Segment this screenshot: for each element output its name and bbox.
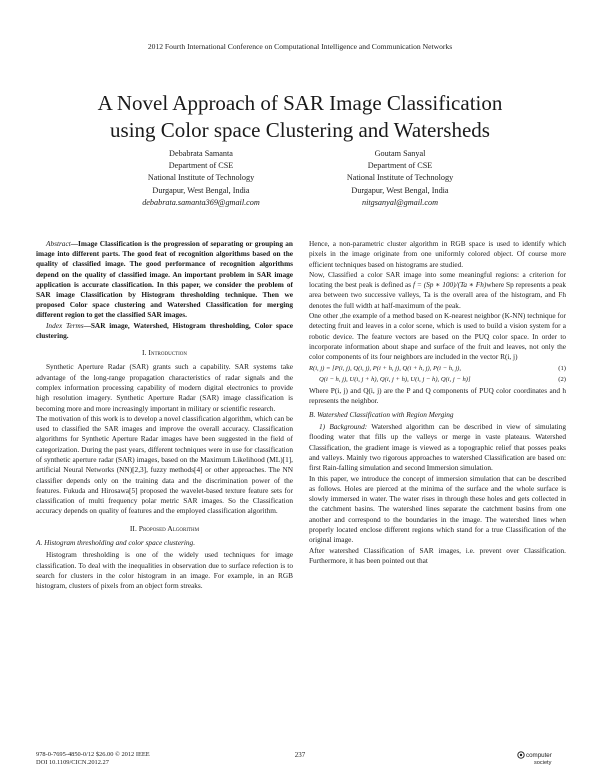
paragraph-text: Now, Classified a color SAR image into some meaningful regions: a criterion for locating the best peak is defined as (309, 269, 566, 290)
paragraph: Synthetic Aperture Radar (SAR) grants such a capability. SAR systems take advantage of the long-range propagation characteristics of radar signals and the complex information processing capability of modern digital electronics to provide high resolution imagery. Synthetic Aperture Radar (SAR) image classification is becoming more and more increasingly important in military or scientific research. (36, 362, 293, 413)
paragraph: Hence, a non-parametric cluster algorithm in RGB space is used to identify which pixels in the image originate from one uniformly colored object. Of course more efficient techniques based on histograms are studied. (309, 239, 566, 269)
author-dept: Department of CSE (168, 161, 234, 171)
author-name: Goutam Sanyal (374, 149, 426, 158)
author-dept: Department of CSE (367, 161, 433, 171)
paragraph (309, 270, 566, 311)
author-block-2 (290, 148, 510, 209)
author-institution: National Institute of Technology (346, 173, 454, 183)
author-name: Debabrata Samanta (169, 149, 233, 158)
equation-number: (2) (558, 375, 566, 383)
equation-2 (309, 375, 566, 385)
section-heading: II. Proposed Algorithm (129, 523, 200, 533)
conference-header: 2012 Fourth International Conference on Computational Intelligence and Communication Networks (147, 42, 453, 51)
index-terms-text: —SAR image, Watershed, Histogram thresholding, Color space clustering. (36, 320, 294, 340)
subsection-heading: B. Watershed Classification with Region Merging (309, 409, 454, 419)
logo-text-line-1: computer (526, 752, 552, 759)
author-email: nitgsanyal@gmail.com (362, 197, 438, 207)
page-number: 237 (294, 751, 306, 759)
equation-body: R(i, j) = [P(i, j), Q(i, j), P(i + h, j), Q(i + h, j), P(i − h, j), (309, 364, 462, 372)
author-email: debabrata.samanta369@gmail.com (142, 197, 260, 207)
paragraph: In this paper, we introduce the concept of immersion simulation that can be described as follows. Holes are pierced at the minima of the surface and the whole surface is slowly immersed in water. The water rises in through these holes and gets collected in the catchment basins. The watershed lines separate the catchment basins from one another and correspond to the boundaries in the image. The watershed lines when properly located enclose different regions which stand for a true Classification of the original image. (309, 473, 566, 545)
paragraph (309, 422, 566, 473)
abstract-label: Abstract (46, 239, 71, 248)
title-line-2: using Color space Clustering and Watersheds (110, 118, 490, 142)
right-column (309, 239, 566, 566)
paper-title (40, 90, 560, 144)
index-terms-label: Index Terms (46, 320, 84, 330)
abstract-text: —Image Classification is the progression of separating or grouping an image into different parts. The good feat of recognition algorithms based on the quality of classified image. The good performance of recognition algorithms depend on the quality of classified image. An important problem in SAR image application is accurate classification. In this paper, we consider the problem of SAR image Classification by Histogram thresholding technique. Then we proposed Color space clustering and Watershed Classification for merging different region to get the classified SAR images. (36, 239, 293, 320)
equation-number: (1) (558, 364, 566, 372)
computer-society-logo-icon (516, 749, 556, 767)
footer-isbn: 978-0-7695-4850-0/12 $26.00 © 2012 IEEE (36, 751, 150, 758)
author-institution: National Institute of Technology (147, 173, 255, 183)
author-block-1 (91, 148, 311, 209)
peak-formula: f = (Sp ∗ 100)/(Ta ∗ Fh) (413, 280, 487, 290)
author-city: Durgapur, West Bengal, India (351, 185, 449, 195)
paragraph-text: where Sp represents a peak area between two successive valleys, Ta is the overall area of the histogram, and Fh denotes the full width at half-maximum of the peak. (309, 280, 567, 310)
equation-1 (309, 364, 566, 374)
paragraph-text: Watershed algorithm can be described in view of simulating flooding water that fills up the valleys or merge in vaste plateaus. Watershed Classification, the gradient image is viewed as a topographic relief that posses peaks and valleys. Mainly two rigorous approaches to watershed Classification are based on: first Rain-falling simulation and second Immersion simulation. (309, 422, 566, 473)
author-city: Durgapur, West Bengal, India (152, 185, 250, 195)
footer-doi: DOI 10.1109/CICN.2012.27 (36, 759, 109, 766)
section-heading: I. Introduction (142, 348, 187, 358)
paragraph: Where P(i, j) and Q(i, j) are the P and Q components of PUQ color coordinates and h represents the neighbor. (309, 386, 566, 406)
abstract (36, 239, 293, 321)
paragraph: After watershed Classification of SAR images, i.e. prevent over Classification. Furthermore, it has been pointed out that (309, 545, 566, 565)
logo-text-line-2: society (534, 760, 552, 766)
paragraph: The motivation of this work is to develop a novel classification algorithm, which can be used to classified the SAR images and improve the overall accuracy. Classification algorithms for Synthetic Aperture Radar images have been suggested in the field of categorization. During the past years, different techniques were in use for classification of synthetic aperture radar (SAR) images, based on the Maximum Likelihood (ML)[1], artificial Neural Networks (NN)[2,3], fuzzy methods[4] or other approaches. The NN classifier depends only on the training data and the discrimination power of the features. Fukuda and Hirosawa[5] proposed the wavelet-based texture feature sets for classification of multi frequency polar metric SAR images. So the Classification accuracy depends on quality of features and the employed classification algorithm. (36, 413, 293, 516)
subsection-heading: A. Histogram thresholding and color space clustering. (36, 538, 196, 548)
equation-body: Q(i − h, j), U(i, j + h), Q(i, j + h), U(i, j − h), Q(i, j − h)] (319, 375, 471, 383)
left-column (36, 239, 293, 592)
title-line-1: A Novel Approach of SAR Image Classification (97, 91, 503, 115)
paragraph: One other ,the example of a method based on K-nearest neighbor (K-NN) technique for detecting fruit and leaves in a color scene, which is used to build a vision system for a robotic device. The feature vectors are based on the PUQ color space. In order to incorporate information about shape and surface of the fruit and leaves, not only the color components of its four neighbors are included in the vector R(i, j) (309, 311, 566, 362)
logo-emblem-core (520, 754, 522, 756)
index-terms (36, 321, 293, 341)
paragraph-label: 1) Background: (319, 422, 368, 432)
paragraph: Histogram thresholding is one of the widely used techniques for image classification. To deal with the inequalities in observation due to surface refection is to search for clusters in the color histogram in an image. For example, in an RGB histogram, clusters of pixels from an object form streaks. (36, 550, 293, 591)
